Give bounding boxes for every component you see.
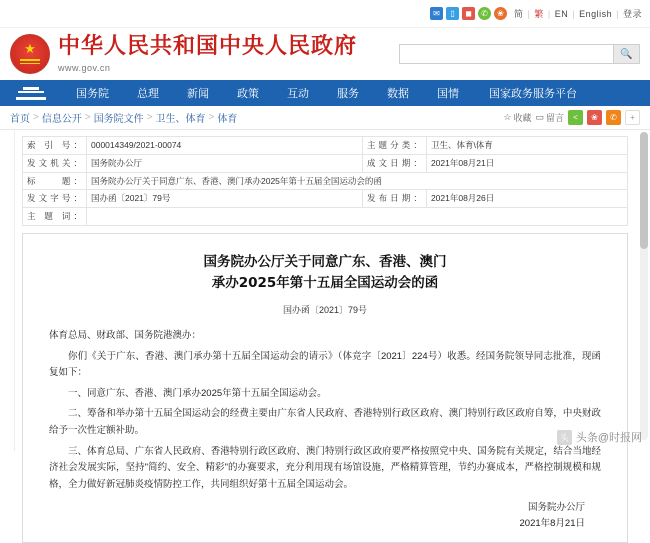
nav-item-services[interactable]: 服务 (337, 88, 359, 100)
watermark (557, 429, 642, 445)
main-navigation (0, 80, 650, 106)
page-title: 中华人民共和国中央人民政府 (58, 34, 358, 60)
more-share-icon[interactable]: + (625, 110, 640, 125)
watermark-label: 头条@时报网 (575, 432, 642, 444)
wechat-icon[interactable]: ✆ (478, 7, 491, 20)
table-row (23, 208, 628, 226)
signature-date: 2021年8月21日 (519, 517, 585, 529)
lang-english[interactable]: English (579, 9, 613, 19)
weibo-share-icon[interactable]: ❀ (587, 110, 602, 125)
meta-label-keywords: 主 题 词： (23, 208, 87, 226)
page-scrollbar[interactable] (640, 132, 648, 440)
meta-label-docnum: 发文字号： (23, 190, 87, 208)
nav-item-interaction[interactable]: 互动 (287, 88, 309, 100)
meta-label-issuer: 发文机关： (23, 154, 87, 172)
document-metadata-table (22, 136, 628, 226)
nav-home-button[interactable] (0, 80, 62, 106)
site-identity (58, 35, 357, 72)
table-row (23, 154, 628, 172)
breadcrumb-item-health-sports[interactable]: 卫生、体育 (155, 114, 206, 125)
cube-icon[interactable]: ◼ (462, 7, 475, 20)
star-icon: ☆ (503, 112, 512, 122)
language-links: 简 | 繁 | EN | English | 登录 (514, 9, 642, 19)
breadcrumb-item-sports[interactable]: 体育 (217, 114, 238, 125)
document-title-line1: 国务院办公厅关于同意广东、香港、澳门 (203, 253, 447, 270)
left-divider (14, 130, 15, 451)
meta-label-index: 索 引 号： (23, 137, 87, 155)
meta-label-publish-date: 发布日期： (362, 190, 426, 208)
breadcrumb: 首页 > 信息公开 > 国务院文件 > 卫生、体育 > 体育 ☆ 收藏 ▭ 留言 < ❀ ✆ + (0, 106, 650, 130)
national-emblem-icon (10, 34, 50, 74)
document-recipient: 体育总局、财政部、国务院港澳办： (49, 329, 202, 341)
breadcrumb-item-state-council-docs[interactable]: 国务院文件 (93, 114, 144, 125)
signer-name: 国务院办公厅 (527, 501, 585, 513)
search-icon[interactable]: 🔍 (614, 44, 640, 64)
lang-simplified[interactable]: 简 (514, 9, 524, 19)
top-utility-bar (0, 0, 650, 28)
meta-value-written-date: 2021年08月21日 (426, 154, 627, 172)
meta-value-keywords (87, 208, 628, 226)
meta-value-index: 000014349/2021-00074 (87, 137, 363, 155)
toutiao-logo-icon: 头 (557, 430, 572, 445)
page-body (0, 130, 650, 529)
breadcrumb-item-info-disclosure[interactable]: 信息公开 (41, 114, 82, 125)
table-row (23, 190, 628, 208)
nav-item-data[interactable]: 数据 (387, 88, 409, 100)
weibo-icon[interactable]: ❀ (494, 7, 507, 20)
table-row (23, 172, 628, 190)
nav-item-gov-service-platform[interactable]: 国家政务服务平台 (489, 88, 577, 100)
meta-label-written-date: 成文日期： (362, 154, 426, 172)
phone-icon[interactable]: ▯ (446, 7, 459, 20)
document-paragraph: 你们《关于广东、香港、澳门承办第十五届全国运动会的请示》（体竞字〔2021〕224号）收悉。经国务院领导同志批准，现函复如下： (49, 350, 601, 379)
site-url: www.gov.cn (58, 62, 111, 73)
meta-value-docnum: 国办函〔2021〕79号 (87, 190, 363, 208)
share-icon[interactable]: < (568, 110, 583, 125)
comment-button[interactable]: ▭ 留言 (535, 112, 564, 123)
meta-value-title: 国务院办公厅关于同意广东、香港、澳门承办2025年第十五届全国运动会的函 (87, 172, 628, 190)
top-icon-group (430, 7, 507, 20)
nav-item-premier[interactable]: 总理 (137, 88, 159, 100)
lang-en[interactable]: EN (554, 9, 569, 19)
mail-icon[interactable]: ✉ (430, 7, 443, 20)
document-title-line2: 承办2025年第十五届全国运动会的函 (211, 275, 439, 292)
nav-spacer (593, 80, 650, 106)
table-row (23, 137, 628, 155)
comment-icon: ▭ (535, 112, 544, 122)
document-paragraph: 三、体育总局、广东省人民政府、香港特别行政区政府、澳门特别行政区政府要严格按照党中央、国务院有关规定，结合当地经济社会发展实际，坚持"简约、安全、精彩"的办赛要求，充分利用现有场馆设施，严格精算管理，节约办赛成本，严格控制规模和规格，全力做好新冠肺炎疫情防控工作，共同组织好第十五届全国运动会。 (49, 445, 601, 490)
tiananmen-icon (16, 87, 46, 100)
nav-item-news[interactable]: 新闻 (187, 88, 209, 100)
nav-item-state-council[interactable]: 国务院 (76, 88, 109, 100)
document-paragraph: 二、筹备和举办第十五届全国运动会的经费主要由广东省人民政府、香港特别行政区政府、澳门特别行政区政府自筹，中央财政给予一次性定额补助。 (49, 408, 601, 437)
document-paragraph: 一、同意广东、香港、澳门承办2025年第十五届全国运动会。 (68, 387, 327, 399)
search-area (399, 44, 640, 64)
document-number: 国办函〔2021〕79号 (282, 304, 368, 315)
nav-item-policy[interactable]: 政策 (237, 88, 259, 100)
favorite-button[interactable]: ☆ 收藏 (503, 112, 532, 123)
breadcrumb-item-home[interactable]: 首页 (10, 114, 30, 125)
meta-label-category: 主题分类： (362, 137, 426, 155)
meta-value-issuer: 国务院办公厅 (87, 154, 363, 172)
lang-traditional[interactable]: 繁 (534, 9, 544, 19)
masthead (0, 28, 650, 80)
login-link[interactable]: 登录 (622, 9, 642, 19)
scrollbar-thumb[interactable] (640, 132, 648, 249)
search-input[interactable] (399, 44, 614, 64)
nav-item-national-profile[interactable]: 国情 (437, 88, 459, 100)
document-title (49, 252, 601, 295)
breadcrumb-tools (503, 110, 640, 125)
wechat-share-icon[interactable]: ✆ (606, 110, 621, 125)
meta-value-category: 卫生、体育\体育 (426, 137, 627, 155)
document-card (22, 233, 628, 543)
meta-label-title: 标 题： (23, 172, 87, 190)
meta-value-publish-date: 2021年08月26日 (426, 190, 627, 208)
document-signature (49, 500, 601, 532)
